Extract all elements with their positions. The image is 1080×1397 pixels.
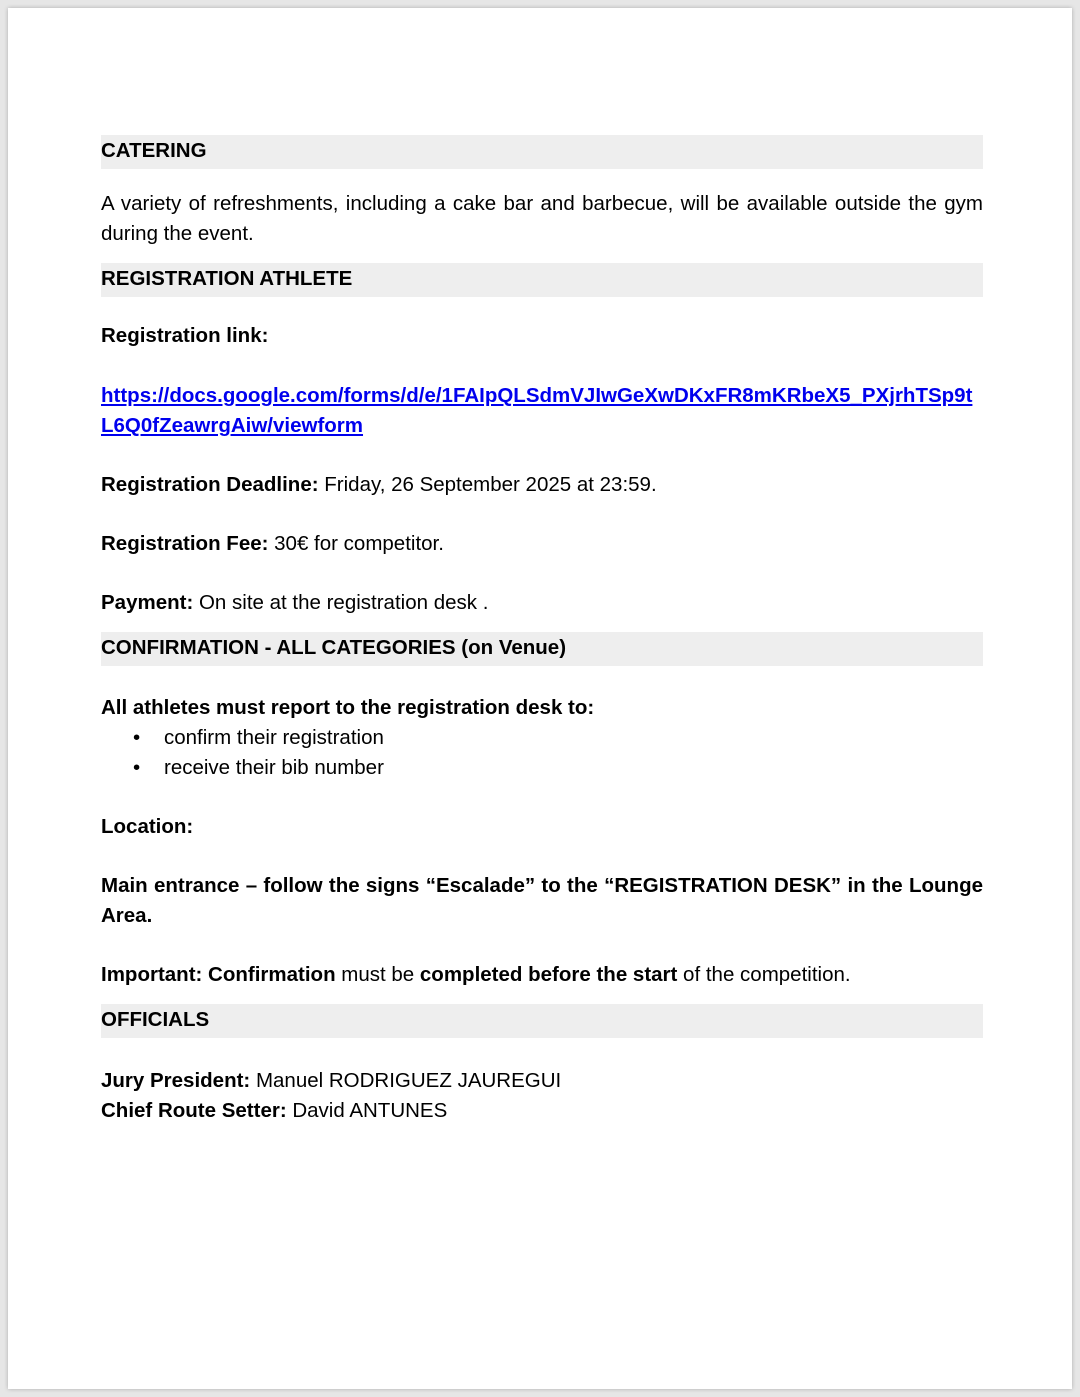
officials-heading-text: OFFICIALS: [101, 1008, 210, 1031]
setter-value: David ANTUNES: [286, 1099, 448, 1122]
catering-text: A variety of refreshments, including a cake bar and barbecue, will be available outside the gym during the event.: [101, 192, 983, 245]
catering-heading: [101, 135, 983, 169]
jury-value: Manuel RODRIGUEZ JAUREGUI: [250, 1069, 562, 1092]
bullet-text: receive their bib number: [164, 756, 384, 779]
jury-label: Jury President:: [101, 1069, 251, 1092]
registration-heading: [101, 263, 983, 297]
location-text: Main entrance – follow the signs “Escalade” to the “REGISTRATION DESK” in the Lounge Area.: [101, 874, 983, 927]
confirmation-intro: All athletes must report to the registration desk to:: [101, 696, 595, 719]
deadline-value: Friday, 26 September 2025 at 23:59.: [318, 473, 657, 496]
setter-label: Chief Route Setter:: [101, 1099, 287, 1122]
important-text-2: of the competition.: [677, 963, 851, 986]
location-label: Location:: [101, 815, 194, 838]
bullet-text: confirm their registration: [164, 726, 384, 749]
important-note: [101, 960, 983, 990]
confirmation-heading: [101, 632, 983, 666]
list-item: [133, 753, 983, 783]
registration-link[interactable]: https://docs.google.com/forms/d/e/1FAIpQLSdmVJIwGeXwDKxFR8mKRbeX5_PXjrhTSp9tL6Q0fZeawrgAiw/viewform: [101, 384, 973, 437]
list-item: [133, 723, 983, 753]
bullet-icon: •: [133, 756, 141, 779]
important-text-1: must be: [335, 963, 420, 986]
fee-label: Registration Fee:: [101, 532, 269, 555]
payment-label: Payment:: [101, 591, 194, 614]
bullet-icon: •: [133, 726, 141, 749]
registration-deadline: [101, 470, 983, 500]
confirmation-heading-text: CONFIRMATION - ALL CATEGORIES (on Venue): [101, 636, 567, 659]
payment-value: On site at the registration desk .: [193, 591, 489, 614]
deadline-label: Registration Deadline:: [101, 473, 319, 496]
payment: [101, 588, 983, 618]
registration-link-label: Registration link:: [101, 324, 269, 347]
document-page: [8, 8, 1072, 1389]
important-emphasis: completed before the start: [419, 963, 678, 986]
document-content: [101, 135, 983, 1126]
registration-fee: [101, 529, 983, 559]
confirmation-bullet-list: [101, 723, 983, 783]
important-label: Important: Confirmation: [101, 963, 336, 986]
jury-president: [101, 1066, 983, 1096]
registration-link-para: [101, 381, 983, 441]
catering-heading-text: CATERING: [101, 139, 207, 162]
fee-value: 30€ for competitor.: [268, 532, 444, 555]
officials-heading: [101, 1004, 983, 1038]
registration-heading-text: REGISTRATION ATHLETE: [101, 267, 353, 290]
chief-route-setter: [101, 1096, 983, 1126]
